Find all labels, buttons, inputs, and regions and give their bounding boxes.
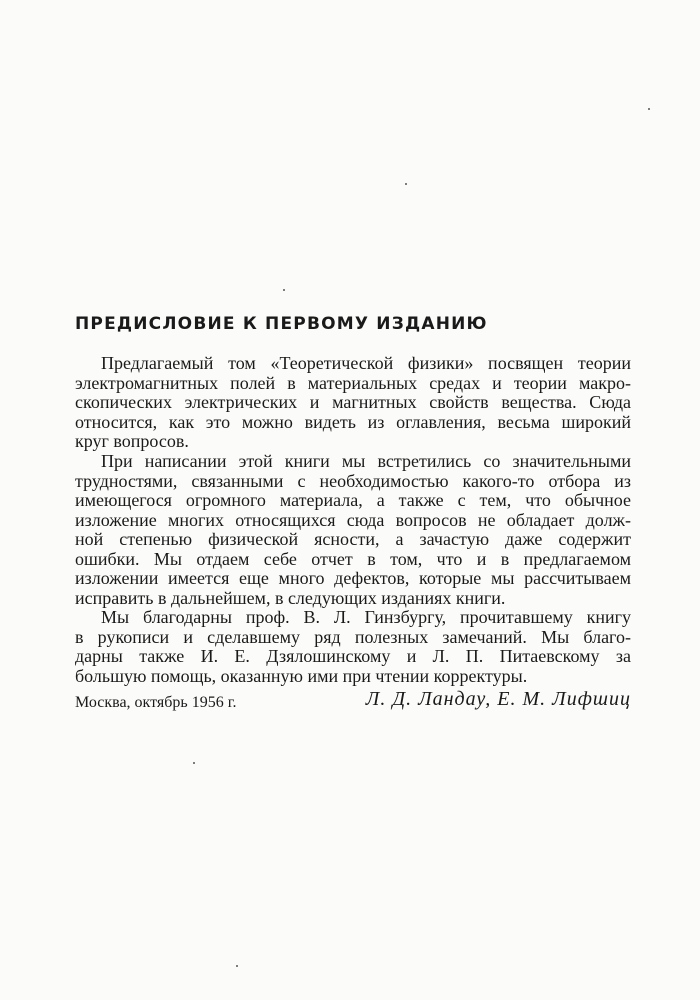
text-line: Предлагаемый том «Теоретической физики» посвящен теории: [101, 353, 631, 373]
text-line: имеющегося огромного материала, а также с тем, что обычное: [75, 490, 631, 510]
paragraph-difficulties: [75, 452, 631, 608]
text-line: трудностями, связанными с необходимостью какого-то отбора из: [75, 470, 631, 491]
text-line: большую помощь, оказанную ими при чтении корректуры.: [75, 665, 528, 686]
text-line: ной степенью физической ясности, а зачастую даже содержит: [75, 529, 631, 549]
text-line: изложение многих относящихся сюда вопросов не обладает долж-: [75, 509, 631, 530]
print-speck: [283, 289, 285, 291]
paragraph-intro: [75, 354, 631, 452]
text-line: исправить в дальнейшем, в следующих изданиях книги.: [75, 587, 506, 608]
print-speck: [236, 965, 238, 967]
text-line: скопических электрических и магнитных свойств вещества. Сюда: [75, 392, 631, 412]
text-line: круг вопросов.: [75, 431, 189, 451]
authors-signature: Л. Д. Ландау, Е. М. Лифшиц: [365, 688, 631, 710]
page-title: ПРЕДИСЛОВИЕ К ПЕРВОМУ ИЗДАНИЮ: [75, 314, 488, 334]
text-line: При написании этой книги мы встретились со значительными: [101, 451, 631, 471]
text-line: относится, как это можно видеть из оглавления, весьма широкий: [75, 411, 631, 432]
paragraph-acknowledgements: [75, 608, 631, 686]
print-speck: [648, 108, 650, 110]
text-line: в рукописи и сделавшему ряд полезных замечаний. Мы благо-: [75, 626, 631, 647]
place-and-date: Москва, октябрь 1956 г.: [75, 694, 237, 711]
text-line: Мы благодарны проф. В. Л. Гинзбургу, прочитавшему книгу: [101, 607, 631, 627]
text-line: ошибки. Мы отдаем себе отчет в том, что и в предлагаемом: [75, 548, 631, 569]
text-line: изложении имеется еще много дефектов, которые мы рассчитываем: [75, 568, 631, 588]
text-line: дарны также И. Е. Дзялошинскому и Л. П. Питаевскому за: [75, 646, 631, 666]
text-line: электромагнитных полей в материальных средах и теории макро-: [75, 372, 631, 393]
print-speck: [193, 762, 195, 764]
print-speck: [405, 183, 407, 185]
